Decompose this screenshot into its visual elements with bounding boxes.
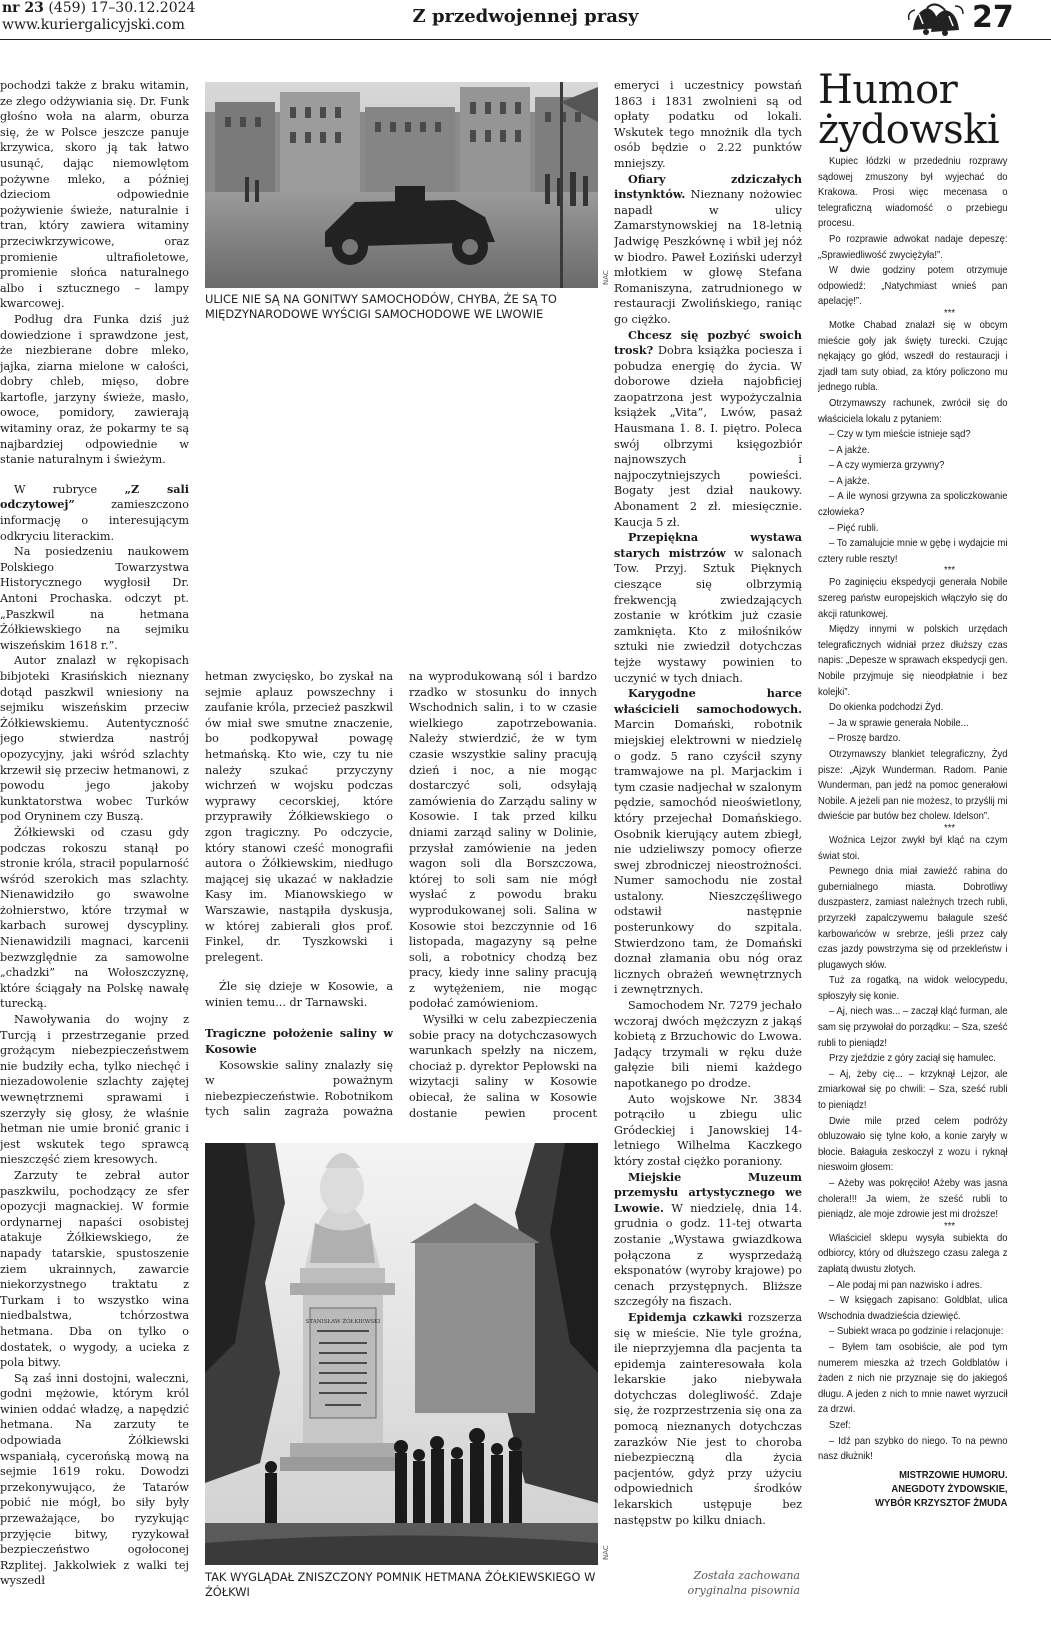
car-race-photo xyxy=(205,82,598,288)
humor-paragraph: – Proszę bardzo. xyxy=(829,733,901,745)
humor-paragraph: Właściciel sklepu wysyła subiekta do odbiorcy, który od dłuższego czasu zalega z zapłatą dwustu złotych. xyxy=(818,1232,1008,1275)
bells-icon xyxy=(905,0,965,38)
separator: *** xyxy=(944,822,956,834)
article-heading: Tragiczne położenie saliny w Kosowie xyxy=(205,1026,393,1057)
separator: *** xyxy=(944,1220,956,1232)
humor-paragraph: – To zamalujcie mnie w gębę i wydajcie mi cztery ruble reszty! xyxy=(818,538,1008,565)
news-heading: Miejskie Muzeum przemysłu artystycznego we Lwowie. xyxy=(614,1169,802,1215)
site-url[interactable]: www.kuriergalicyjski.com xyxy=(2,17,185,33)
humor-paragraph: – A jakże. xyxy=(829,475,870,487)
rubric-name: „Z sali odczytowej” xyxy=(0,481,189,512)
paragraph: Autor znalazł w rękopisach bibjoteki Krasińskich nieznany dotąd paszkwil wniesiony na sejmiku wiszeńskim przeciw Żółkiewskiemu. Autentyczność jego stwierdza nastrój opozycyjny, jaki wśród szlachty krzewił się przeciw hetmanowi, z powodu jego jakoby kunktatorstwa wobec Turków pod Oryninem czy Buszą. xyxy=(0,654,189,824)
humor-paragraph: Przy zjeździe z góry zaciął się hamulec. xyxy=(829,1053,996,1065)
humor-paragraph: W dwie godziny potem otrzymuje odpowiedź: „Natychmiast wnieś pan apelację!”. xyxy=(818,265,1008,308)
separator: *** xyxy=(944,565,956,577)
humor-paragraph: – Subiekt wraca po godzinie i relacjonuje: xyxy=(829,1326,1004,1338)
humor-paragraph: Między innymi w polskich urzędach telegraficznych widniał przez dłuższy czas napis: „Depesze w sprawach ekspedycji gen. Nobile przyjmuje się nieodpłatnie i bez kolejki”. xyxy=(818,624,1008,698)
rubric-text: zamieszczono informację o interesującym odkryciu literackim. xyxy=(0,498,189,543)
paragraph: Podług dra Funka dziś już dowiedzione i sprawdzone jest, że niezbierane dobre mleko, jajka, ziarna mielone w całości, dobry chleb, mięso, dobre kartofle, jarzyny świeże, masło, owoce, pomidory, zawierają witaminy oraz, że pokarmy te są najbardziej odpowiednie w stanie naturalnym i świeżym. xyxy=(0,312,189,467)
humor-paragraph: – Idź pan szybko do niego. To na pewno nasz dłużnik! xyxy=(818,1435,1008,1463)
paragraph xyxy=(614,1310,802,1528)
humor-title xyxy=(818,72,1008,153)
humor-paragraph: – Pięć rubli. xyxy=(829,522,879,534)
humor-title-line-1: Humor xyxy=(818,72,958,113)
humor-paragraph: – A czy wymierza grzywny? xyxy=(829,460,945,472)
paragraph xyxy=(614,172,802,328)
humor-paragraph: – A jakże. xyxy=(829,444,870,456)
paragraph: Nawoływania do wojny z Turcją i przestrzeganie przed grożącym niebezpieczeństwem nie budziły echa, tylko niechęć i niezadowolenie szlachty zajętej wewnętrznemi sprawami i szerzyły się głosy, że właśnie hetman nie umie bronić granic i jest wskutek tego sprawcą nieszczęść ziem kresowych. xyxy=(0,1013,189,1167)
humor-paragraph: – Ja w sprawie generała Nobile... xyxy=(829,717,969,729)
humor-paragraph: Otrzymawszy rachunek, zwrócił się do właściciela lokalu z pytaniem: xyxy=(818,397,1008,425)
news-text: rozszerza się w mieście. Nie tyle groźna, ile nieprzyjemna dla pacjenta ta epidemja zainteresowała kola lekarskie jako niebywała dotychczas dolegliwość. Zdaje się, że rozprzestrzenia się ona za pomocą nieznanych dotychczas zarazków Nie jest to choroba niebezpieczną dla życia pacjentów, gdyż przy użyciu odpowiednich środków lekarskich ustępuje bez następstw po kilku dniach. xyxy=(614,1310,802,1527)
news-heading: Epidemja czkawki xyxy=(628,1309,743,1324)
rubric-pre: W rubryce xyxy=(14,482,125,496)
paragraph: Samochodem Nr. 7279 jechało wczoraj dwóch mężczyzn z jakąś kobietą z Brzuchowic do Lwowa. Jadący trzymali w ręku duże gałęzie bili niemi każdego napotkanego po drodze. xyxy=(614,999,802,1090)
photo-car-race xyxy=(205,82,598,288)
humor-paragraph: Tuż za rogatką, na widok welocypedu, spłoszyły się konie. xyxy=(818,975,1008,1002)
photo-monument xyxy=(205,1143,598,1565)
paragraph: hetman zwycięsko, bo zyskał na sejmie aplauz powszechny i zaufanie króla, przecież paszkwil ów miał swe smutne znaczenie, bo podkopywał powagę hetmańską. Kto wie, czy tu nie należy szukać przyczyny wichrzeń w wojsku podczas wyprawy cecorskiej, które przyprawiły Żółkiewskiego o zgon tragiczny. Po odczycie, który stanowi cześć monografii autora o Żółkiewskim, niedługo mającej się ukazać w nakładzie Kasy im. Mianowskiego w Warszawie, nastąpiła dyskusja, w której zabierali głos prof. Finkel, dr. Tyszkowski i prelegent. xyxy=(205,670,393,964)
paragraph: na wyprodukowaną sól i bardzo rzadko w stosunku do innych Wschodnich salin, i to w czasie wielkiego zapotrzebowania. Należy stwierdzić, że w tym czasie wszystkie saliny pracują dzień i noc, a nie mogąc dostarczyć soli, odsyłają zamówienia do Zarządu saliny w Kosowie. I tak przed kilku dniami zarząd saliny w Dolinie, przysłał zamówienie na jeden wagon soli dla Borszczowa, której to soli sam nie mógł wysłać z powodu braku wyprodukowanej soli. Salina w Kosowie stoi bezczynnie od 16 listopada, magazyny są pełne soli, a robotnicy chodzą bez pracy, kiedy inne saliny pracują z wytężeniem, nie mogąc podołać zamówieniom. xyxy=(409,670,597,1011)
paragraph: Źle się dzieje w Kosowie, a winien temu... dr Tarnawski. xyxy=(205,980,393,1009)
article-column-3 xyxy=(409,669,597,1121)
paragraph: pochodzi także z braku witamin, ze złego odżywiania się. Dr. Funk głośno woła na alarm, oburza się, że w Polsce jeszcze panuje krzywica, skoro ją tak łatwo usunąć, dając niemowlętom pożywne mleko, a później dzieciom odpowiednie pożywienie świeże, naturalnie i tran, który zawiera witaminy przeciwkrzywicowe, oraz promienie ultrafioletowe, promienie słońca naturalnego albo i sztucznego – lampy kwarcowej. xyxy=(0,79,189,311)
paragraph xyxy=(0,482,189,544)
paragraph: emeryci i uczestnicy powstań 1863 i 1831 zwolnieni są od opłaty podatku od lokali. Wskutek tego mnożnik dla tych osób będzie o 2.22 punktów mniejszy. xyxy=(614,79,802,170)
paragraph xyxy=(614,530,802,686)
news-heading: Przepiękna wystawa starych mistrzów xyxy=(614,530,802,560)
paragraph: Auto wojskowe Nr. 3834 potrąciło u zbiegu ulic Gródeckiej i Janowskiej 14-letniego Wilhelma Kaczkego który został ciężko poraniony. xyxy=(614,1092,802,1168)
humor-paragraph: – Aj, niech was... – zaczął kląć furman, ale sam się przywołał do porządku: – Sza, sześć rubli to pieniądz! xyxy=(818,1006,1008,1049)
humor-paragraph: – Czy w tym mieście istnieje sąd? xyxy=(829,429,971,441)
humor-credit: ANEGDOTY ŻYDOWSKIE, xyxy=(891,1483,1008,1495)
paragraph: Żółkiewski od czasu gdy podczas rokoszu stanął po stronie króla, stracił popularność wśród szerokich mas szlachty. Nienawidziło go swawolne żołnierstwo, które trzymał w karbach surowej dyscypliny. Nienawidzili magnaci, karcenii bezwzględnie za samowolne „chadzki” na Wołoszczyznę, które ściągały na Polskę nawałę turecką. xyxy=(0,825,189,1011)
humor-body xyxy=(818,154,1008,1511)
photo-caption-2: TAK WYGLĄDAŁ ZNISZCZONY POMNIK HETMANA ŻÓŁKIEWSKIEGO W ŻÓŁKWI xyxy=(205,1570,596,1599)
section-title: Z przedwojennej prasy xyxy=(412,6,639,27)
humor-paragraph: – Byłem tam osobiście, ale pod tym numerem mieszka aż trzech Goldblatów i żaden z nich nie przyznaje się do jakiegoś długu. A jeden z nich to mnie nawet wyrzucił za drzwi. xyxy=(818,1341,1008,1416)
humor-credit: MISTRZOWIE HUMORU. xyxy=(899,1469,1008,1481)
humor-paragraph: Po rozprawie adwokat nadaje depeszę: „Sprawiedliwość zwyciężyła!”. xyxy=(818,233,1008,261)
paragraph: Na posiedzeniu naukowem Polskiego Towarzystwa Historycznego wygłosił Dr. Antoni Prochaska. odczyt pt. „Paszkwil na hetmana Żółkiewskiego na sejmiku wiszeńskim 1618 r.”. xyxy=(0,545,189,652)
news-heading: Chcesz się pozbyć swoich trosk? xyxy=(614,327,802,358)
page-header xyxy=(0,0,1051,40)
paragraph xyxy=(614,328,802,531)
photo-credit: NAC xyxy=(602,270,610,285)
humor-sidebar xyxy=(818,72,1008,1637)
humor-paragraph: Kupiec łódzki w przededniu rozprawy sądowej zmuszony był wyjechać do Krakowa. Prosi więc mecenasa o telegraficzną wiadomość o przebiegu procesu. xyxy=(818,156,1008,230)
news-text: Marcin Domański, robotnik miejskiej elektrowni w niedzielę o godz. 5 rano czyścił szyny tramwajowe na pl. Marjackim i tym czasie nadjechał w szalonym pędzie, samochód nieoświetlony, który przejechał Domańskiego. Osobnik kierujący autem zbiegł, nie udzieliwszy pomocy ofierze swej zbrodniczej nieostrożności. Numer samochodu nie został ustalony. Nieszczęśliwego odstawił następnie posterunkowy do szpitala. Stwierdzono tam, że Domański doznał złamania obu nóg oraz licznych obrażeń wewnętrznych i zewnętrznych. xyxy=(614,718,802,997)
monument-photo xyxy=(205,1143,598,1565)
humor-paragraph: – Ale podaj mi pan nazwisko i adres. xyxy=(829,1279,983,1291)
humor-paragraph: – W księgach zapisano: Goldblat, ulica Wschodnia dwadzieścia dziewięć. xyxy=(818,1295,1008,1322)
humor-paragraph: Do okienka podchodzi Żyd. xyxy=(829,702,944,714)
humor-paragraph: – Ażeby was pokręciło! Ażeby was jasna cholera!!! Ja wiem, że sześć rubli to pieniądz, ale moje zdrowie jest mi droższe! xyxy=(818,1178,1008,1221)
humor-paragraph: Otrzymawszy blankiet telegraficzny, Żyd pisze: „Ajzyk Wunderman. Radom. Panie Wunderman, pan jedź na pomoc generałowi Nobile. A jeżeli pan nie możesz, to przyślij mi dwieście par butów bez cholew. Idelson”. xyxy=(818,748,1008,823)
photo-caption-1: ULICE NIE SĄ NA GONITWY SAMOCHODÓW, CHYBA, ŻE SĄ TO MIĘDZYNARODOWE WYŚCIGI SAMOCHODOWE WE LWOWIE xyxy=(205,292,557,321)
humor-paragraph: – Aj, żeby cię... – krzyknął Lejzor, ale zmiarkował się po chwili: – Sza, sześć rubli to pieniądz! xyxy=(818,1068,1008,1112)
issue-dates: (459) 17–30.12.2024 xyxy=(43,0,196,16)
separator: *** xyxy=(944,307,956,319)
news-text: W niedzielę, dnia 14. grudnia o godz. 11-tej otwarta zostanie „Wystawa gwiazdkowa połączona z wysprzedażą eksponatów (wyroby krajowe) po cenach przystępnych. Bliższe szczegóły na fiszach. xyxy=(614,1201,802,1309)
news-text: Nieznany nożowiec napadł w ulicy Zamarstynowskiej na 18-letnią Jadwigę Peszkównę i wbił jej nóż w biodro. Paweł Łoziński uderzył młotkiem w głowę Stefana Romaniszyna, zatrudnionego w restauracji Zwolińskiego, raniąc go ciężko. xyxy=(614,188,802,326)
paragraph: Kosowskie saliny znalazły się w poważnym niebezpieczeństwie. Robotnikom tych salin zagraża poważna xyxy=(205,1058,393,1119)
monument-inscription: STANISŁAW ŻÓŁKIEWSKI xyxy=(305,1319,381,1325)
humor-paragraph: Woźnica Lejzor zwykł był kląć na czym świat stoi. xyxy=(818,834,1008,862)
page-number: 27 xyxy=(972,0,1014,35)
humor-paragraph: Pewnego dnia miał zawieźć rabina do gubernialnego miasta. Dobrotliwy duszpasterz, zamiast należnych trzech rubli, przyrzekł zapalczywemu bałagule sześć karbowańców w srebrze, jeśli przez cały czas jazdy powstrzyma się od przekleństw i plugawych słów. xyxy=(818,866,1008,971)
humor-title-line-2: żydowski xyxy=(818,107,1000,153)
article-column-1 xyxy=(0,78,189,1633)
photo-credit: NAC xyxy=(602,1545,610,1560)
paragraph: Zarzuty te zebrał autor paszkwilu, pochodzący ze sfer opozycji magnackiej. W formie ordynarnej napaści osobistej atakuje Żółkiewskiego, że napady tatarskie, spustoszenie ziem ukrainnych, zawarcie niekorzystnego traktatu z Turkam i to wszystko wina niedbalstwa, tchórzostwa hetmana. Dba on tylko o dostatek, o wygody, a ucieka z pola bitwy. xyxy=(0,1168,189,1370)
paragraph: Wysiłki w celu zabezpieczenia sobie pracy na dotychczasowych warunkach spełzły na niczem, chociaż p. dyrektor Pepłowski na wizytacji saliny w Kosowie obiecał, że salina w Kosowie dostanie pewien procent xyxy=(409,1013,597,1120)
humor-credit: WYBÓR KRZYSZTOF ŻMUDA xyxy=(875,1497,1008,1509)
paragraph xyxy=(614,1170,802,1310)
humor-paragraph: Dwie mile przed celem podróży obluzowało się tylne koło, a konie zaryły w błocie. Bałaguła zeskoczył z wozu i ryknął nieswoim głosem: xyxy=(818,1115,1008,1174)
article-column-4 xyxy=(614,78,802,1601)
news-text: Dobra książka pociesza i pobudza energię do życia. W doborowe dzieła najobficiej zaopatrzona jest wypożyczalnia książek „Vita”, Lwów, pasaż Hausmana 1. 8. I. piętro. Poleca swój olbrzymi księgozbiór najnowszych i najpoczytniejszych powieści. Bogaty jest dział naukowy. Abonament 2 zł. miesięcznie. Kaucja 5 zł. xyxy=(614,344,802,529)
news-text: w salonach Tow. Przyj. Sztuk Pięknych cieszące się olbrzymią frekwencją zwiedzających zostanie w krótkim już czasie zamknięta. Kto z miłośników sztuki nie zwiedził dotychczas tejże wystawy powinien to uczynić w tych dniach. xyxy=(614,546,802,685)
humor-paragraph: Motke Chabad znalazł się w obcym mieście goły jak święty turecki. Czując nękający go głód, wszedł do restauracji i zjadł tam suty obiad, za który policzono mu jednego rubla. xyxy=(818,319,1008,394)
humor-paragraph: Po zaginięciu ekspedycji generała Nobile szereg państw europejskich włączyło się do akcji ratunkowej. xyxy=(818,577,1008,620)
humor-paragraph: – A ile wynosi grzywna za spoliczkowanie człowieka? xyxy=(818,491,1008,519)
spelling-note: Została zachowana oryginalna pisownia xyxy=(687,1569,800,1597)
news-heading: Karygodne harce właścicieli samochodowych. xyxy=(614,686,802,716)
paragraph: Są zaś inni dostojni, waleczni, godni mężowie, którym król winien oddać władzę, a napędzić hetmana. Na zarzuty te odpowiada Żółkiewski wspaniałą, cycerońską mową na sejmie 1619 roku. Dowodzi przekonywująco, że Tatarów pobić nie mógł, bo siły były przeważające, bo ryzykując przyjęcie bitwy, ryzykował bezpieczeństwo ogołoconej Rzplitej. Jakkolwiek z walki tej wyszedł xyxy=(0,1371,189,1588)
news-heading: Ofiary zdziczałych instynktów. xyxy=(614,171,802,202)
humor-paragraph: Szef: xyxy=(829,1419,851,1431)
article-column-2 xyxy=(205,669,393,1121)
issue-num: nr 23 xyxy=(2,0,44,16)
paragraph xyxy=(614,686,802,998)
